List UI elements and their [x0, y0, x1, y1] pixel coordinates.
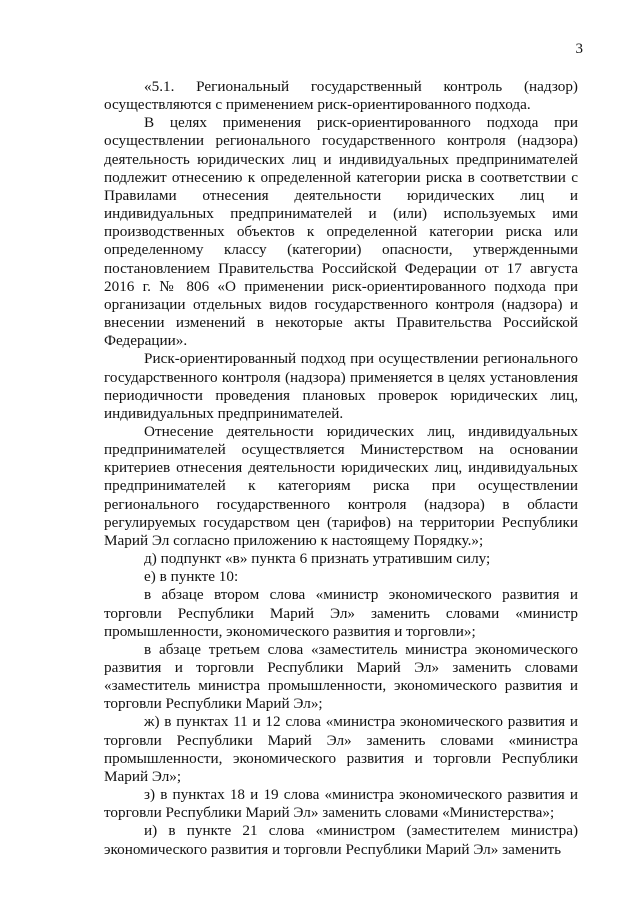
page-number: 3 [575, 41, 583, 57]
paragraph-5-1-intro: «5.1. Региональный государственный контроль (надзор) осуществляются с применением риск-ориентированного подхода. [104, 78, 578, 114]
paragraph-item-z: з) в пунктах 18 и 19 слова «министра экономического развития и торговли Республики Марий Эл» заменить словами «Министерства»; [104, 786, 578, 822]
paragraph-abzats-second: в абзаце втором слова «министр экономического развития и торговли Республики Марий Эл» заменить словами «министр промышленности, экономического развития и торговли»; [104, 586, 578, 640]
paragraph-classification: Отнесение деятельности юридических лиц, индивидуальных предпринимателей осуществляется Министерством на основании критериев отнесения деятельности юридических лиц, индивидуальных предпринимателей к категориям риска при осуществлении регионального государственного контроля (надзора) в области регулируемых государством цен (тарифов) на территории Республики Марий Эл согласно приложению к настоящему Порядку.»; [104, 422, 578, 549]
paragraph-abzats-third: в абзаце третьем слова «заместитель министра экономического развития и торговли Республики Марий Эл» заменить словами «заместитель министра промышленности, экономического развития и торговли Республики Марий Эл»; [104, 640, 578, 713]
paragraph-risk-approach: В целях применения риск-ориентированного подхода при осуществлении регионального государственного контроля (надзора) деятельность юридических лиц и индивидуальных предпринимателей подлежит отнесению к определенной категории риска в соответствии с Правилами отнесения деятельности юридических лиц и индивидуальных предпринимателей и (или) используемых ими производственных объектов к определенной категории риска или определенному классу (категории) опасности, утвержденными постановлением Правительства Российской Федерации от 17 августа 2016 г. № 806 «О применении риск-ориентированного подхода при организации отдельных видов государственного контроля (надзора) и внесении изменений в некоторые акты Правительства Российской Федерации». [104, 114, 578, 350]
paragraph-item-i: и) в пункте 21 слова «министром (заместителем министра) экономического развития и торговли Республики Марий Эл» заменить [104, 822, 578, 858]
paragraph-item-e: е) в пункте 10: [144, 568, 239, 586]
paragraph-item-d: д) подпункт «в» пункта 6 признать утратившим силу; [144, 550, 491, 568]
paragraph-risk-purpose: Риск-ориентированный подход при осуществлении регионального государственного контроля (надзора) применяется в целях установления периодичности проведения плановых проверок юридических лиц, индивидуальных предпринимателей. [104, 350, 578, 422]
paragraph-item-zh: ж) в пунктах 11 и 12 слова «министра экономического развития и торговли Республики Марий Эл» заменить словами «министра промышленности, экономического развития и торговли Республики Марий Эл»; [104, 713, 578, 785]
document-body [104, 78, 578, 859]
